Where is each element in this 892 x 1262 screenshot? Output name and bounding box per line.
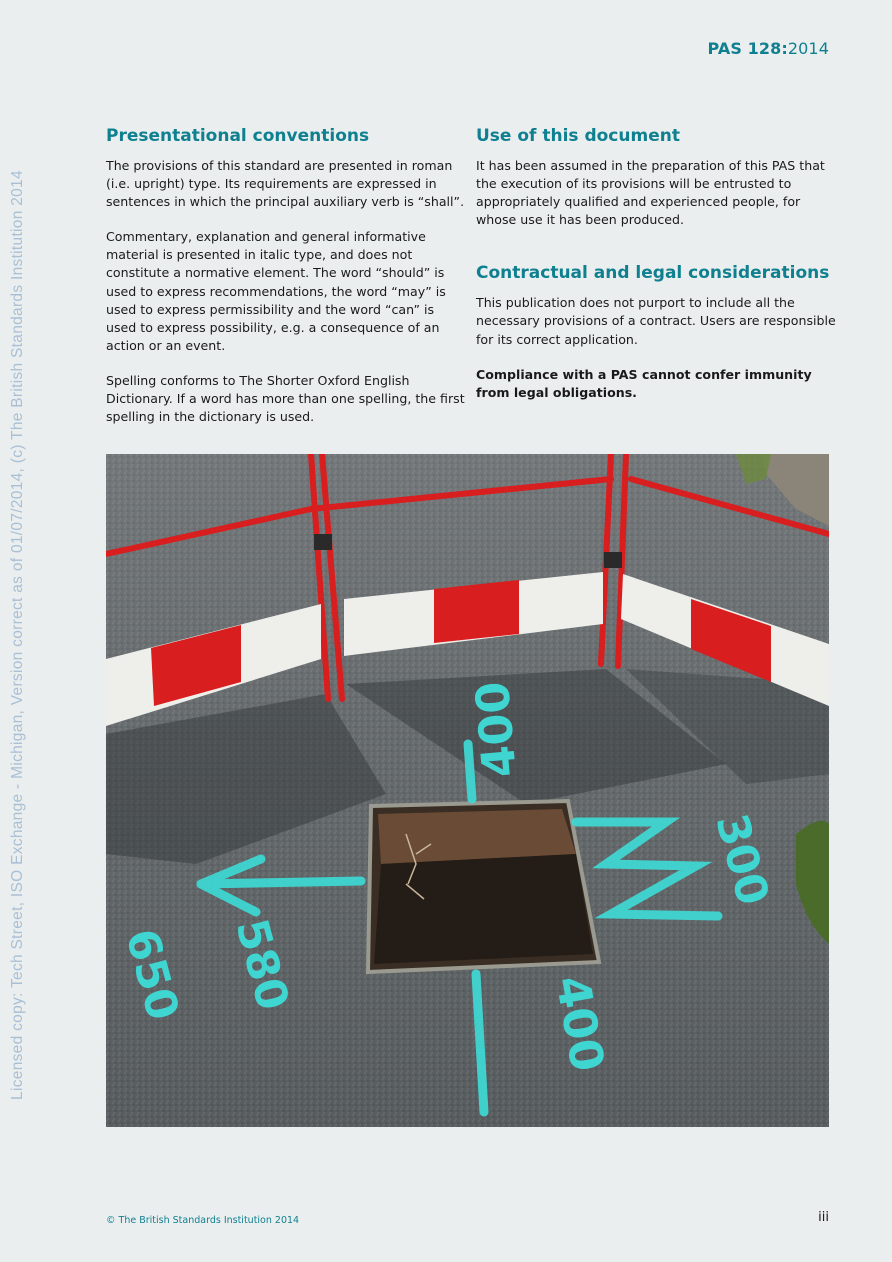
excavation-pit xyxy=(368,801,599,972)
running-header xyxy=(708,39,829,58)
spray-mark-number: 400 xyxy=(464,679,527,780)
paragraph: Spelling conforms to The Shorter Oxford English Dictionary. If a word has more than one spelling, the first spelling in the dictionary is used. xyxy=(106,372,465,425)
license-watermark xyxy=(7,80,29,1190)
heading-use-of-document: Use of this document xyxy=(476,126,680,146)
heading-presentational-conventions: Presentational conventions xyxy=(106,126,370,146)
bold-paragraph: Compliance with a PAS cannot confer immunity from legal obligations. xyxy=(476,366,812,400)
paragraph: This publication does not purport to include all the necessary provisions of a contract. Users are responsible for its correct application. xyxy=(476,295,836,347)
footer-copyright: © The British Standards Institution 2014 xyxy=(106,1215,300,1226)
paragraph: It has been assumed in the preparation of this PAS that the execution of its provisions will be entrusted to appropriately qualified and experienced people, for whose use it has been produced. xyxy=(476,158,825,228)
spray-mark-number: 650 xyxy=(115,923,189,1026)
left-column xyxy=(106,125,466,426)
heading-contractual-legal: Contractual and legal considerations xyxy=(476,263,830,284)
paragraph: The provisions of this standard are presented in roman (i.e. upright) type. Its requirements are expressed in sentences in which the principal auxiliary verb is “shall”. xyxy=(106,158,465,210)
photo-illustration xyxy=(106,454,829,1127)
spray-mark-number: 300 xyxy=(705,808,779,911)
header-year: 2014 xyxy=(787,39,829,58)
header-standard: PAS 128: xyxy=(707,39,788,58)
page-number: iii xyxy=(818,1210,829,1225)
spray-mark-number: 400 xyxy=(545,971,616,1076)
watermark-text: Licensed copy: Tech Street, ISO Exchange - Michigan, Version correct as of 01/07/2014, (c) The British Standards Institution 2014 xyxy=(9,170,26,1100)
excavation-photo xyxy=(106,454,829,1127)
spray-mark-number: 580 xyxy=(225,913,299,1016)
paragraph: Commentary, explanation and general informative material is presented in italic type, and does not constitute a normative element. The word “should” is used to express recommendations, the word “may” is used to express permissibility and the word “can” is used to express possibility, e.g. a consequence of an action or an event. xyxy=(106,229,446,353)
right-column xyxy=(476,125,836,402)
